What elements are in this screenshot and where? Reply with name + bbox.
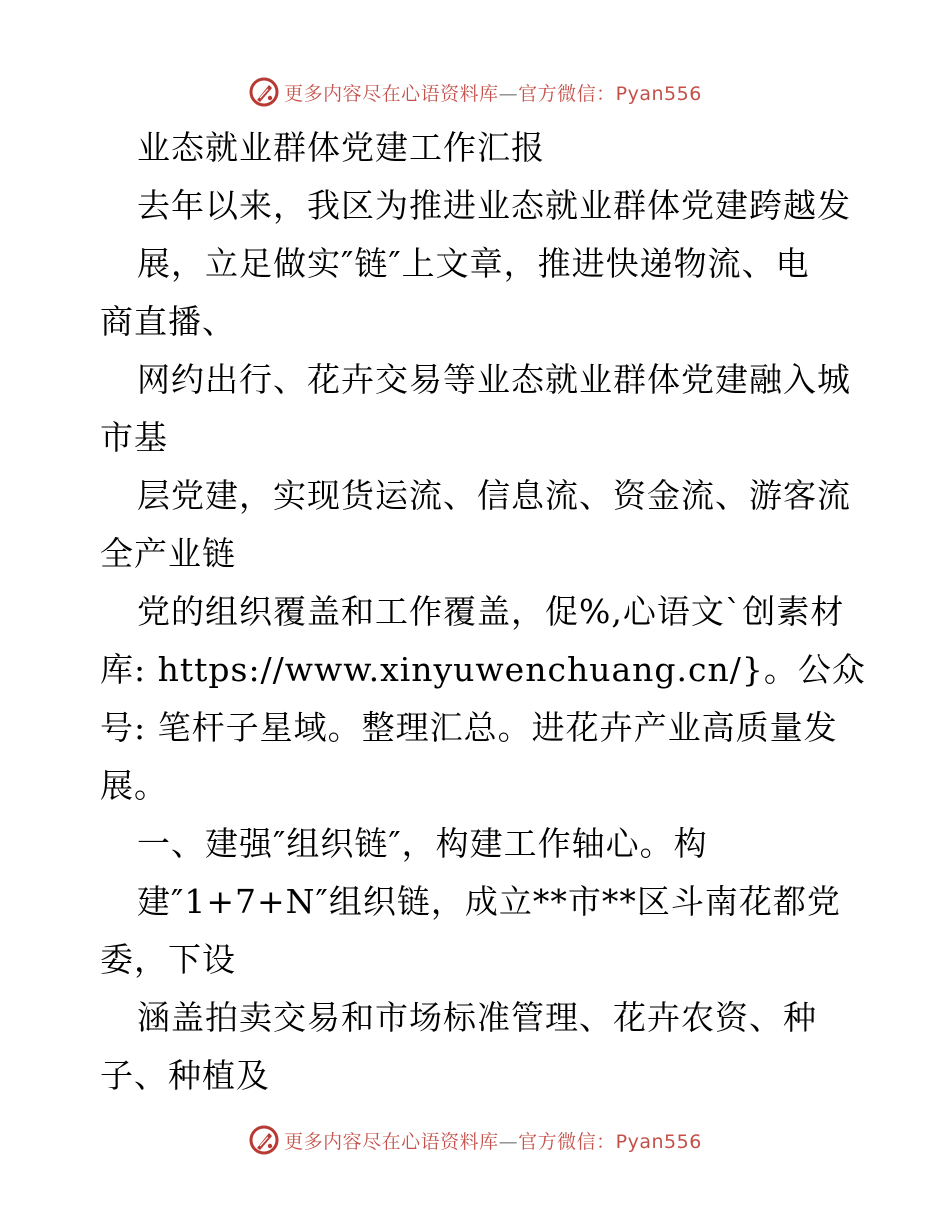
text-line: 展。 [100,766,168,805]
text-line: 网约出行、花卉交易等业态就业群体党建融入城 [137,360,851,399]
banner-wechat: 官方微信：Pyan556 [518,82,702,105]
section-heading: 一、建强″组织链″，构建工作轴心。构 [137,824,708,863]
text-line: 层党建，实现货运流、信息流、资金流、游客流 [137,476,851,515]
banner-text [284,1127,702,1154]
header-banner [0,72,950,112]
text-line: 委，下设 [100,940,236,979]
banner-wechat: 官方微信：Pyan556 [518,1130,702,1153]
text-line: 党的组织覆盖和工作覆盖，促%,心语文`创素材 [137,592,845,631]
text-line: 子、种植及 [100,1056,270,1095]
text-line: 市基 [100,418,168,457]
text-line: 号: 笔杆子星域。整理汇总。进花卉产业高质量发 [100,708,838,747]
text-line: 库: https://www.xinyuwenchuang.cn/}。公众 [100,650,866,689]
text-line: 全产业链 [100,534,236,573]
text-line: 展，立足做实″链″上文章，推进快递物流、电 [137,244,810,283]
text-line: 商直播、 [100,302,236,341]
quill-logo-icon [248,1124,280,1156]
footer-banner [0,1120,950,1160]
banner-text [284,79,702,106]
banner-dash: — [498,82,519,105]
text-line: 涵盖拍卖交易和市场标准管理、花卉农资、种 [137,998,817,1037]
banner-site-name: 更多内容尽在心语资料库 [284,1130,499,1153]
document-title: 业态就业群体党建工作汇报 [137,128,545,167]
quill-logo-icon [248,76,280,108]
banner-dash: — [498,1130,519,1153]
banner-site-name: 更多内容尽在心语资料库 [284,82,499,105]
text-line: 去年以来，我区为推进业态就业群体党建跨越发 [137,186,851,225]
text-line: 建″1+7+N″组织链，成立**市**区斗南花都党 [137,882,841,921]
